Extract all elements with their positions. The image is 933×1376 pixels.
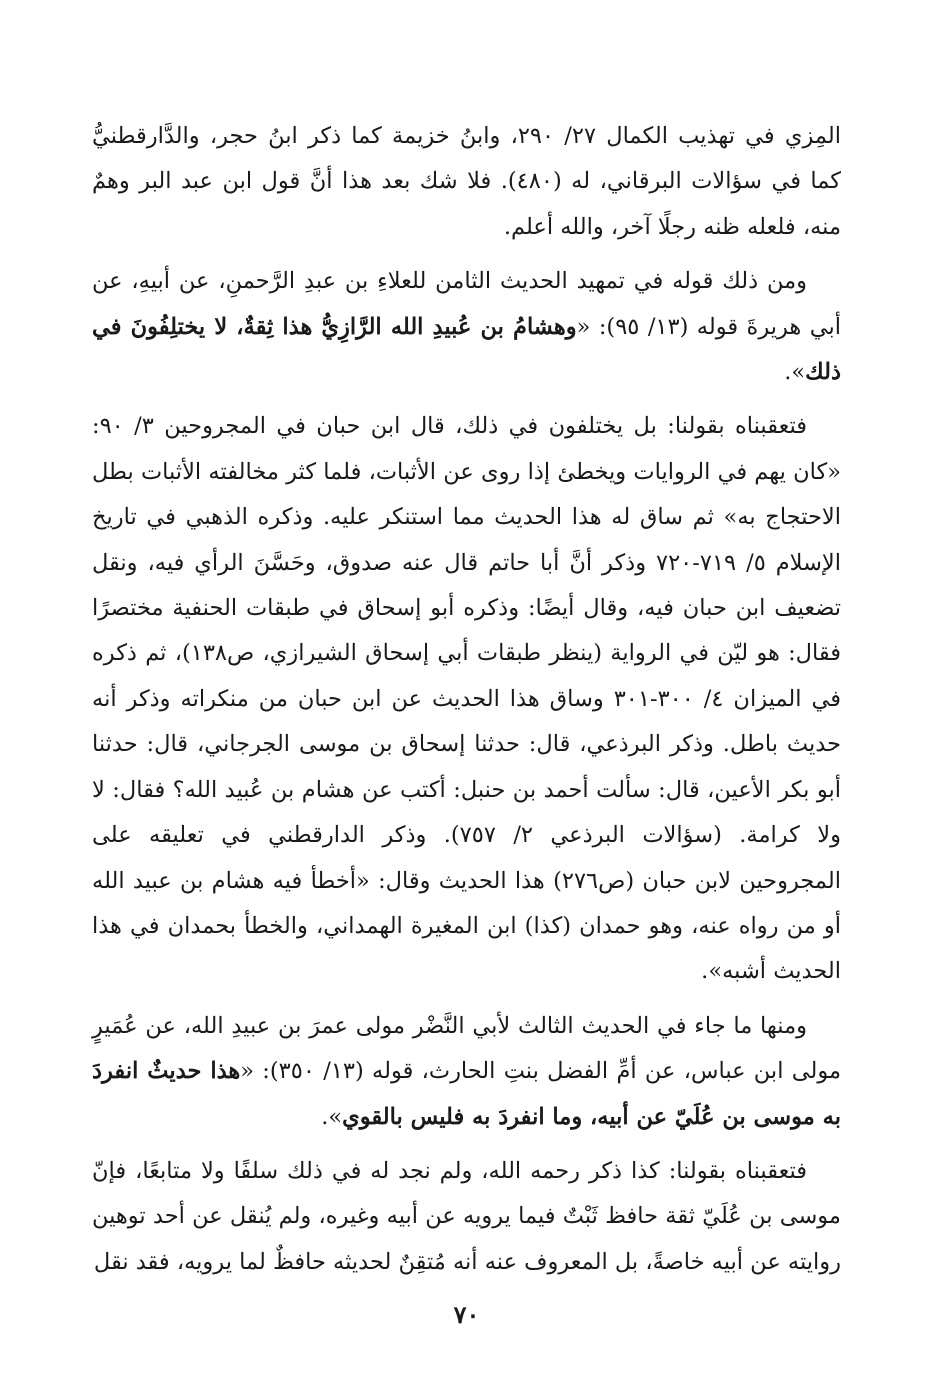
paragraph-text: ومنها ما جاء في الحديث الثالث لأبي النَّضْر مولى عمرَ بن عبيدِ الله، عن عُمَيرٍ مولى ابن عباس، عن أمِّ الفضل بنتِ الحارث، قوله (١٣/ ٣٥٠): « <box>92 1012 842 1085</box>
quoted-statement: وهشامُ بن عُبيدِ الله الرَّازِيُّ هذا ثِقةٌ، لا يختلِفُونَ في ذلك <box>92 313 841 386</box>
paragraph-hisham-claim <box>92 259 841 395</box>
paragraph-text: ». <box>321 1103 343 1130</box>
paragraph-text: ومن ذلك قوله في تمهيد الحديث الثامن للعلاءِ بن عبدِ الرَّحمنِ، عن أبيهِ، عن أبي هريرةَ قوله (١٣/ ٩٥): « <box>92 268 842 340</box>
page-number: ٧٠ <box>453 1300 480 1329</box>
paragraph-text: فتعقبناه بقولنا: بل يختلفون في ذلك، قال ابن حبان في المجروحين ٣/ ٩٠: «كان يهم في الروايات ويخطئ إذا روى عن الأثبات، فلما كثر مخالفته الأثبات بطل الاحتجاج به» ثم ساق له هذا الحديث مما استنكر عليه. وذكره الذهبي في تاريخ الإسلام ٥/ ٧١٩-٧٢٠ وذكر أنَّ أبا حاتم قال عنه صدوق، وحَسَّنَ الرأي فيه، ونقل تضعيف ابن حبان فيه، وقال أيضًا: وذكره أبو إسحاق في طبقات الحنفية مختصرًا فقال: هو ليّن في الرواية (ينظر طبقات أبي إسحاق الشيرازي، ص١٣٨)، ثم ذكره في الميزان ٤/ ٣٠٠-٣٠١ وساق هذا الحديث عن ابن حبان من منكراته وذكر أنه حديث باطل. وذكر البرذعي، قال: حدثنا إسحاق بن موسى الجرجاني، قال: حدثنا أبو بكر الأعين، قال: سألت أحمد بن حنبل: أكتب عن هشام بن عُبيد الله؟ فقال: لا ولا كرامة. (سؤالات البرذعي ٢/ ٧٥٧). وذكر الدارقطني في تعليقه على المجروحين لابن حبان (ص٢٧٦) هذا الحديث وقال: «أخطأ فيه هشام بن عبيد الله أو من رواه عنه، وهو حمدان (كذا) ابن المغيرة الهمداني، والخطأ بحمدان في هذا الحديث أشبه». <box>92 413 842 985</box>
paragraph-rebuttal-musa <box>92 1149 841 1285</box>
paragraph-continuation <box>92 114 841 250</box>
paragraph-text: المِزي في تهذيب الكمال ٢٧/ ٢٩٠، وابنُ خزيمة كما ذكر ابنُ حجر، والدَّارقطنيُّ كما في سؤالات البرقاني، له (٤٨٠). فلا شك بعد هذا أنَّ قول ابن عبد البر وهمٌ منه، فلعله ظنه رجلًا آخر، والله أعلم. <box>92 123 842 240</box>
paragraph-rebuttal-hisham <box>92 404 841 994</box>
paragraph-musa-claim <box>92 1004 841 1140</box>
page-body <box>92 114 841 1294</box>
paragraph-text: ». <box>784 359 806 386</box>
paragraph-text: فتعقبناه بقولنا: كذا ذكر رحمه الله، ولم نجد له في ذلك سلفًا ولا متابعًا، فإنّ موسى بن عُلَيّ ثقة حافظ ثَبْتٌ فيما يرويه عن أبيه وغيره، ولم يُنقل عن أحد توهين روايته عن أبيه خاصةً، بل المعروف عنه أنه مُتقِنٌ لحديثه حافظٌ لما يرويه، فقد نقل <box>92 1157 841 1275</box>
quoted-statement: هذا حديثٌ انفردَ به موسى بن عُلَيّ عن أبيه، وما انفردَ به فليس بالقوي <box>92 1058 841 1130</box>
